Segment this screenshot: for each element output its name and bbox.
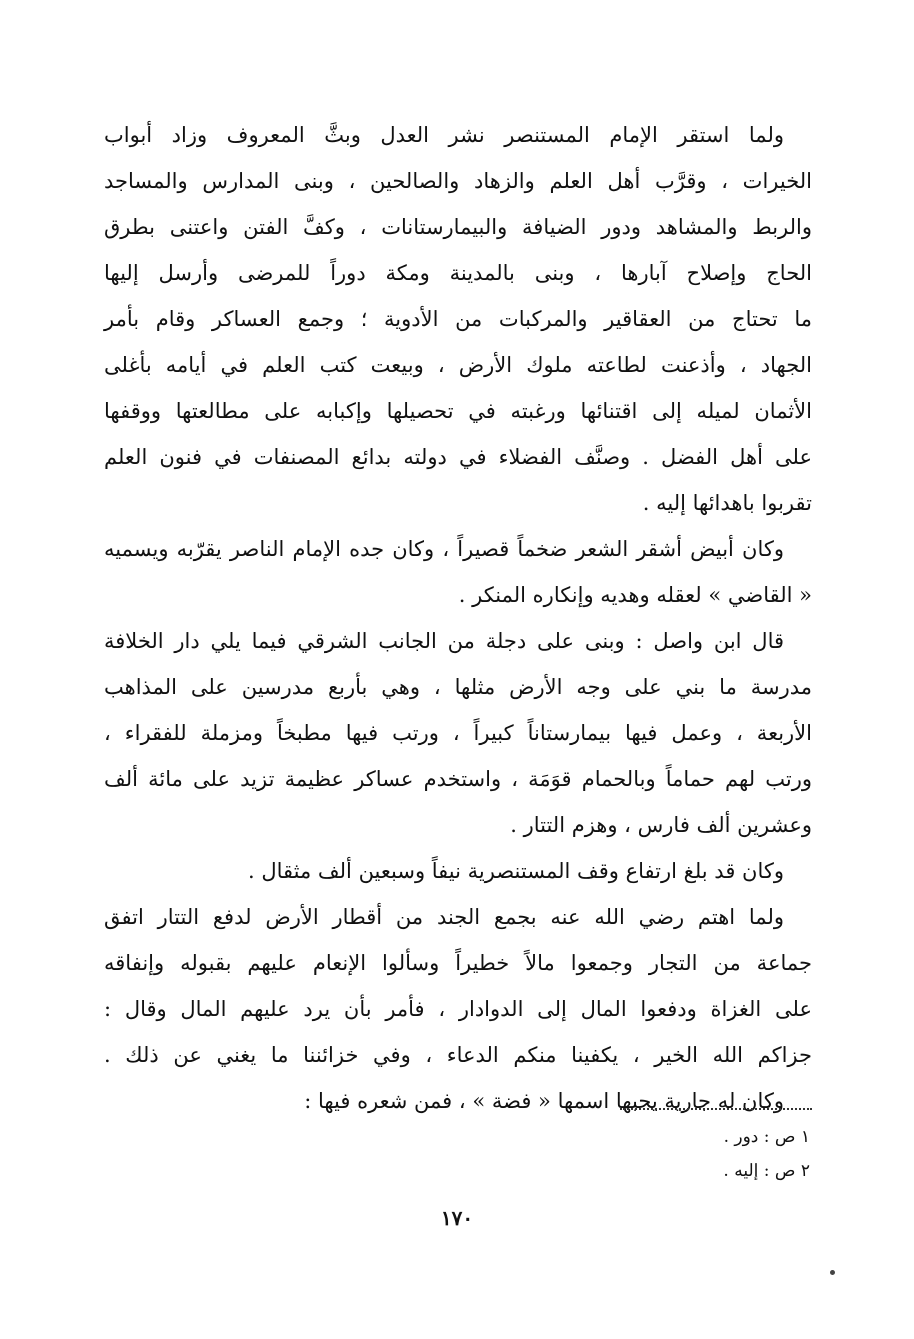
- text-line: والربط والمشاهد ودور الضيافة والبيمارستانات ، وكفَّ الفتن واعتنى بطرق: [104, 215, 812, 239]
- print-speck: [830, 1270, 835, 1275]
- text-line: الحاج وإصلاح آبارها ، وبنى بالمدينة ومكة دوراً للمرضى وأرسل إليها: [104, 261, 812, 285]
- text-line: على أهل الفضل . وصنَّف الفضلاء في دولته بدائع المصنفات في فنون العلم: [104, 445, 812, 469]
- footnotes: [560, 1120, 810, 1188]
- text-line: الأثمان لميله إلى اقتنائها ورغبته في تحصيلها وإكبابه على مطالعتها ووقفها: [104, 399, 812, 423]
- text-line: جزاكم الله الخير ، يكفينا منكم الدعاء ، وفي خزائننا ما يغني عن ذلك .: [104, 1043, 812, 1067]
- text-line: وعشرين ألف فارس ، وهزم التتار .: [510, 813, 812, 837]
- text-line: مدرسة ما بني على وجه الأرض مثلها ، وهي بأربع مدرسين على المذاهب: [104, 675, 812, 699]
- text-line: وكان أبيض أشقر الشعر ضخماً قصيراً ، وكان جده الإمام الناصر يقرّبه ويسميه: [104, 537, 784, 561]
- text-line: ولما استقر الإمام المستنصر نشر العدل وبثَّ المعروف وزاد أبواب: [104, 123, 784, 147]
- text-line: وكان قد بلغ ارتفاع وقف المستنصرية نيفاً وسبعين ألف مثقال .: [248, 859, 784, 883]
- footnote-2: ٢ ص : إليه .: [723, 1161, 810, 1181]
- main-text: [104, 112, 812, 1124]
- text-line: الخيرات ، وقرَّب أهل العلم والزهاد والصالحين ، وبنى المدارس والمساجد: [104, 169, 812, 193]
- text-line: ورتب لهم حماماً وبالحمام قوَمَة ، واستخدم عساكر عظيمة تزيد على مائة ألف: [104, 767, 812, 791]
- text-line: قال ابن واصل : وبنى على دجلة من الجانب الشرقي فيما يلي دار الخلافة: [104, 629, 784, 653]
- text-line: تقربوا باهدائها إليه .: [642, 491, 812, 515]
- text-line: على الغزاة ودفعوا المال إلى الدوادار ، فأمر بأن يرد عليهم المال وقال :: [104, 997, 812, 1021]
- text-line: جماعة من التجار وجمعوا مالاً خطيراً وسألوا الإنعام عليهم بقبوله وإنفاقه: [104, 951, 812, 975]
- text-line: ما تحتاج من العقاقير والمركبات من الأدوية ؛ وجمع العساكر وقام بأمر: [104, 307, 812, 331]
- text-line: وكان له جارية يحبها اسمها « فضة » ، فمن شعره فيها :: [304, 1089, 784, 1113]
- text-line: ولما اهتم رضي الله عنه بجمع الجند من أقطار الأرض لدفع التتار اتفق: [104, 905, 784, 929]
- text-line: « القاضي » لعقله وهديه وإنكاره المنكر .: [458, 583, 812, 607]
- page-number: ١٧٠: [440, 1206, 474, 1230]
- text-line: الجهاد ، وأذعنت لطاعته ملوك الأرض ، وبيعت كتب العلم في أيامه بأغلى: [104, 353, 812, 377]
- text-line: الأربعة ، وعمل فيها بيمارستاناً كبيراً ، ورتب فيها مطبخاً ومزملة للفقراء ،: [104, 721, 812, 745]
- footnote-1: ١ ص : دور .: [723, 1127, 810, 1147]
- footnote-divider: [620, 1108, 812, 1110]
